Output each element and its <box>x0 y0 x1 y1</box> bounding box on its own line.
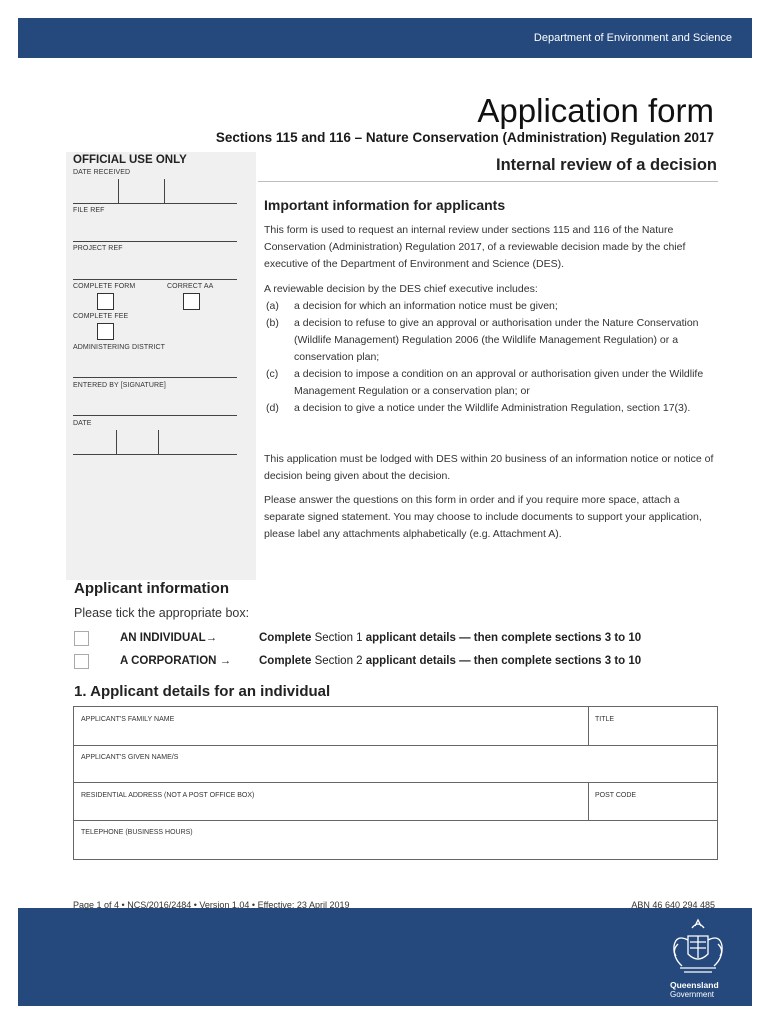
title-field[interactable]: TITLE <box>595 716 615 723</box>
individual-instruction <box>259 632 641 644</box>
given-names-field[interactable]: APPLICANT'S GIVEN NAME/S <box>81 754 179 761</box>
section1-heading: 1. Applicant details for an individual <box>74 683 331 700</box>
project-ref-label: PROJECT REF <box>73 245 123 252</box>
review-title: Internal review of a decision <box>496 156 717 174</box>
address-field[interactable]: RESIDENTIAL ADDRESS (NOT A POST OFFICE BOX) <box>81 792 255 799</box>
administering-district-label: ADMINISTERING DISTRICT <box>73 344 166 351</box>
row-divider <box>74 782 717 783</box>
list-letter: (c) <box>266 368 279 380</box>
column-divider <box>588 707 589 745</box>
instructions-paragraph: Please answer the questions on this form in order and if you require more space, attach a separate signed statement. You may choose to include documents to support your application, please label any attachments alphabetically (e.g. Attachment A). <box>264 494 702 540</box>
list-text: a decision to impose a condition on an approval or authorisation given under the Wildlife Management Regulation or a conservation plan; or <box>294 368 704 397</box>
list-letter: (b) <box>266 317 279 329</box>
list-text: a decision to give a notice under the Wildlife Administration Regulation, section 17(3). <box>294 402 691 414</box>
entered-by-field[interactable] <box>73 415 237 416</box>
header-bar <box>18 18 752 58</box>
column-divider <box>588 782 589 820</box>
correct-aa-label: CORRECT AA <box>167 283 214 290</box>
date-divider <box>164 179 165 203</box>
instruction-section: Section 1 <box>314 632 363 644</box>
individual-label: AN INDIVIDUAL→ <box>120 632 218 644</box>
file-ref-field[interactable] <box>73 241 237 242</box>
individual-checkbox[interactable] <box>74 631 89 646</box>
date-received-field[interactable] <box>73 203 237 204</box>
corporation-instruction <box>259 655 641 667</box>
entered-by-label: ENTERED BY [SIGNATURE] <box>73 382 166 389</box>
date-divider <box>158 430 159 454</box>
official-use-heading: OFFICIAL USE ONLY <box>73 154 187 166</box>
list-letter: (d) <box>266 402 279 414</box>
complete-fee-label: COMPLETE FEE <box>73 313 129 320</box>
telephone-field[interactable]: TELEPHONE (BUSINESS HOURS) <box>81 829 193 836</box>
complete-form-label: COMPLETE FORM <box>73 283 136 290</box>
coat-of-arms-icon <box>666 916 730 978</box>
logo-government: Government <box>670 990 715 999</box>
list-item <box>264 366 719 400</box>
instruction-complete: Complete <box>259 632 312 644</box>
project-ref-field[interactable] <box>73 279 237 280</box>
complete-fee-checkbox[interactable] <box>97 323 114 340</box>
file-ref-label: FILE REF <box>73 207 105 214</box>
administering-district-field[interactable] <box>73 377 237 378</box>
department-name: Department of Environment and Science <box>533 32 732 44</box>
list-letter: (a) <box>266 300 279 312</box>
row-divider <box>74 820 717 821</box>
list-text: a decision to refuse to give an approval or authorisation under the Nature Conservation (Wildlife Management) Regulation 2006 (the Wildlife Management Regulation) or a conservation plan; <box>294 317 699 363</box>
instruction-section: Section 2 <box>314 655 363 667</box>
info-paragraph: This form is used to request an internal review under sections 115 and 116 of the Nature Conservation (Administration) Regulation 2017, of a reviewable decision made by the chief executive of the Department of Environment and Science (DES). <box>264 224 686 270</box>
date-label: DATE <box>73 420 92 427</box>
review-divider <box>258 181 718 182</box>
complete-form-checkbox[interactable] <box>97 293 114 310</box>
row-divider <box>74 745 717 746</box>
page-info: Page 1 of 4 • NCS/2016/2484 • Version 1.04 • Effective: 23 April 2019 <box>73 900 350 910</box>
instruction-rest: applicant details — then complete sections 3 to 10 <box>365 632 642 644</box>
post-code-field[interactable]: POST CODE <box>595 792 637 799</box>
corporation-checkbox[interactable] <box>74 654 89 669</box>
date-received-label: DATE RECEIVED <box>73 169 131 176</box>
official-use-panel <box>66 152 256 580</box>
list-item <box>264 400 719 417</box>
applicant-details-table <box>73 706 718 860</box>
instruction-complete: Complete <box>259 655 312 667</box>
reviewable-intro: A reviewable decision by the DES chief executive includes: <box>264 283 538 295</box>
date-field[interactable] <box>73 454 237 455</box>
date-divider <box>118 179 119 203</box>
date-divider <box>116 430 117 454</box>
list-item <box>264 298 719 315</box>
family-name-field[interactable]: APPLICANT'S FAMILY NAME <box>81 716 175 723</box>
list-text: a decision for which an information notice must be given; <box>294 300 558 312</box>
queensland-government-logo <box>666 916 730 1000</box>
footer-bar <box>18 908 752 1006</box>
form-title: Application form <box>477 92 714 129</box>
tick-instruction: Please tick the appropriate box: <box>74 606 250 620</box>
applicant-info-heading: Applicant information <box>74 580 229 597</box>
logo-queensland: Queensland <box>670 980 719 990</box>
corporation-label: A CORPORATION → <box>120 655 232 667</box>
lodgement-paragraph: This application must be lodged with DES within 20 business of an information notice or notice of decision being given about the decision. <box>264 453 714 482</box>
list-item <box>264 315 719 366</box>
abn-number: ABN 46 640 294 485 <box>631 900 715 910</box>
instruction-rest: applicant details — then complete sections 3 to 10 <box>365 655 642 667</box>
correct-aa-checkbox[interactable] <box>183 293 200 310</box>
info-heading: Important information for applicants <box>264 197 506 213</box>
form-subtitle: Sections 115 and 116 – Nature Conservation (Administration) Regulation 2017 <box>215 130 714 145</box>
